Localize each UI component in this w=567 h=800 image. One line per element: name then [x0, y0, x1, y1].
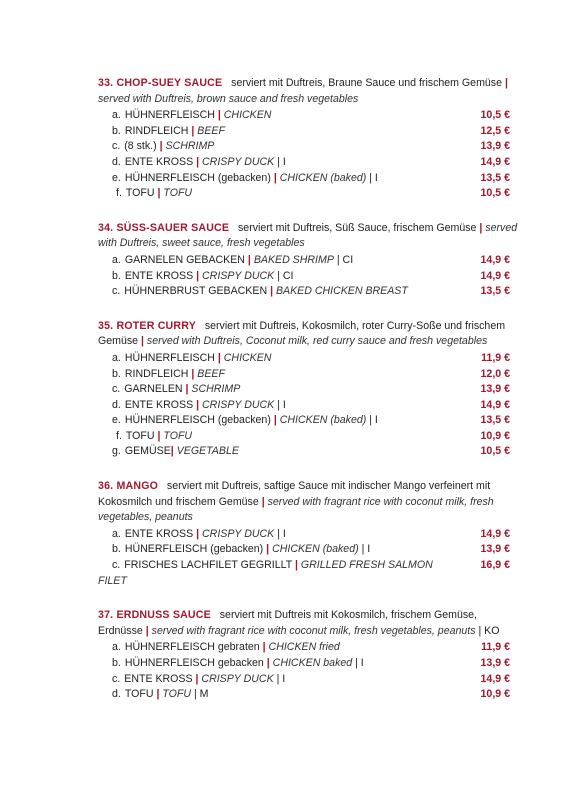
- menu-item: [98, 367, 518, 383]
- item-marker: e.: [112, 171, 121, 184]
- menu-item: [98, 269, 518, 285]
- menu-item: [98, 139, 518, 155]
- separator: |: [195, 672, 199, 685]
- item-name-de: ENTE KROSS: [124, 527, 194, 540]
- separator: |: [504, 77, 508, 89]
- allergen-code: | I: [277, 527, 286, 540]
- item-marker: a.: [112, 641, 121, 654]
- separator: |: [170, 445, 174, 458]
- separator: |: [266, 657, 270, 669]
- item-price: 14,9 €: [480, 253, 510, 266]
- item-marker: b.: [112, 367, 121, 380]
- item-marker: a.: [112, 253, 121, 266]
- item-name-de: HÜHNERFLEISCH gebacken: [124, 657, 264, 669]
- section-title: 35. ROTER CURRY: [98, 319, 196, 332]
- item-price: 16,9 €: [480, 559, 510, 572]
- menu-section-35: [98, 319, 518, 460]
- item-name-de: ENTE KROSS: [124, 672, 193, 685]
- item-price: 10,9 €: [480, 688, 510, 701]
- section-intro: [98, 319, 518, 350]
- menu-item: [98, 558, 518, 589]
- item-marker: e.: [112, 414, 121, 427]
- separator: |: [261, 495, 265, 508]
- item-name-en: SCHRIMP: [165, 140, 215, 153]
- separator: |: [196, 155, 200, 168]
- item-marker: d.: [112, 398, 121, 411]
- menu-section-34: [98, 221, 518, 300]
- item-price: 10,9 €: [480, 429, 510, 442]
- separator: |: [185, 383, 189, 396]
- menu-item: [98, 444, 518, 460]
- allergen-code: | M: [193, 688, 209, 701]
- separator: |: [196, 398, 200, 411]
- separator: |: [270, 285, 274, 298]
- allergen-code: | CI: [277, 269, 294, 282]
- item-marker: f.: [116, 429, 122, 442]
- item-price: 13,5 €: [480, 414, 510, 427]
- menu-item: [98, 527, 518, 543]
- section-intro: [98, 76, 518, 107]
- menu-item: [98, 429, 518, 445]
- menu-item: [98, 398, 518, 414]
- item-name-en: CHICKEN: [223, 351, 272, 364]
- menu-item: [98, 186, 518, 202]
- menu-item: [98, 656, 518, 672]
- item-marker: d.: [112, 688, 121, 701]
- separator: |: [273, 171, 277, 184]
- item-name-de: ENTE KROSS: [124, 269, 194, 282]
- allergen-code: | I: [361, 543, 371, 556]
- section-description-de: serviert mit Duftreis, Braune Sauce und frischem Gemüse: [231, 77, 502, 89]
- menu-item: [98, 108, 518, 124]
- item-list: [98, 108, 518, 202]
- allergen-code: | I: [277, 155, 286, 168]
- section-intro: [98, 221, 518, 252]
- menu-item: [98, 640, 518, 656]
- separator: |: [479, 221, 483, 234]
- item-marker: b.: [112, 657, 121, 669]
- section-description-de: serviert mit Duftreis, Kokosmilch, roter Curry-Soße und frischem Gemüse: [98, 319, 506, 348]
- item-name-de: GARNELEN: [124, 383, 183, 396]
- item-name-de: RINDFLEICH: [124, 124, 189, 137]
- section-title: 37. ERDNUSS SAUCE: [98, 609, 211, 622]
- item-name-en: CHICKEN fried: [268, 641, 340, 654]
- menu-item: [98, 413, 518, 429]
- allergen-code: | I: [369, 171, 378, 184]
- separator: |: [141, 335, 144, 348]
- item-name-en: BAKED CHICKEN BREAST: [275, 285, 408, 298]
- section-intro: [98, 608, 518, 639]
- item-name-de: RINDFLEICH: [124, 367, 189, 380]
- item-price: 14,9 €: [480, 527, 510, 540]
- item-price: 12,5 €: [480, 124, 510, 137]
- item-marker: a.: [112, 109, 121, 122]
- separator: |: [157, 187, 161, 200]
- item-marker: b.: [112, 124, 121, 137]
- separator: |: [191, 367, 195, 380]
- section-title: 36. MANGO: [98, 480, 159, 493]
- separator: |: [157, 429, 161, 442]
- separator: |: [156, 688, 160, 701]
- allergen-code: | I: [276, 672, 286, 685]
- item-name-de: GEMÜSE: [124, 445, 171, 458]
- item-name-de: TOFU: [125, 429, 155, 442]
- item-name-de: HÜNERFLEISCH (gebacken): [124, 543, 264, 556]
- item-name-en: VEGETABLE: [176, 445, 239, 458]
- menu-item: [98, 542, 518, 558]
- menu-section-37: [98, 608, 518, 703]
- item-marker: c.: [112, 383, 121, 396]
- item-name-en: CHICKEN (baked): [272, 543, 359, 556]
- item-name-en: SCHRIMP: [191, 383, 241, 396]
- separator: |: [217, 109, 221, 122]
- item-price: 13,9 €: [480, 140, 510, 153]
- menu-item: [98, 171, 518, 187]
- item-name-de: ENTE KROSS: [124, 155, 194, 168]
- item-name-en: TOFU: [162, 688, 192, 701]
- menu-item: [98, 672, 518, 688]
- item-price: 13,9 €: [480, 543, 510, 556]
- item-name-de: HÜHNERFLEISCH: [124, 109, 215, 122]
- item-name-en: BEEF: [197, 367, 225, 380]
- item-price: 10,5 €: [480, 445, 510, 458]
- item-marker: b.: [112, 269, 121, 282]
- item-name-en: CRISPY DUCK: [201, 672, 274, 685]
- allergen-code: | I: [355, 657, 364, 669]
- separator: |: [196, 269, 200, 282]
- item-name-de: TOFU: [124, 688, 154, 701]
- item-name-en: BAKED SHRIMP: [253, 253, 334, 266]
- section-description-de: serviert mit Duftreis mit Kokosmilch, frischem Gemüse, Erdnüsse: [98, 609, 477, 637]
- section-intro: [98, 479, 518, 526]
- item-marker: d.: [112, 155, 121, 168]
- item-list: [98, 351, 518, 460]
- separator: |: [247, 253, 251, 266]
- item-price: 10,5 €: [480, 187, 510, 200]
- separator: |: [145, 624, 149, 637]
- separator: |: [159, 140, 163, 153]
- item-name-de: HÜHNERFLEISCH (gebacken): [124, 171, 271, 184]
- item-name-en: TOFU: [163, 429, 193, 442]
- item-list: [98, 253, 518, 300]
- menu-item: [98, 687, 518, 703]
- section-title: 33. CHOP-SUEY SAUCE: [98, 77, 223, 89]
- item-name-en: BEEF: [197, 124, 225, 137]
- separator: |: [262, 641, 266, 654]
- item-name-de: TOFU: [125, 187, 155, 200]
- section-description-en: served with Duftreis, Coconut milk, red curry sauce and fresh vegetables: [146, 335, 488, 348]
- item-marker: g.: [112, 445, 121, 458]
- item-name-en: CHICKEN (baked): [279, 171, 367, 184]
- allergen-code: | I: [369, 414, 378, 427]
- item-name-de: FRISCHES LACHFILET GEGRILLT: [124, 559, 293, 572]
- separator: |: [196, 527, 200, 540]
- item-marker: a.: [112, 351, 121, 364]
- section-description-de: serviert mit Duftreis, saftige Sauce mit indischer Mango verfeinert mit Kokosmilch und frischem Gemüse: [98, 480, 491, 508]
- item-marker: c.: [112, 559, 121, 572]
- menu-item: [98, 155, 518, 171]
- item-name-de: ENTE KROSS: [124, 398, 194, 411]
- item-name-en: TOFU: [163, 187, 193, 200]
- menu-item: [98, 124, 518, 140]
- item-price: 11,9 €: [481, 351, 510, 364]
- item-marker: c.: [112, 285, 121, 298]
- item-name-en: CHICKEN (baked): [279, 414, 367, 427]
- item-name-en: CRISPY DUCK: [202, 527, 275, 540]
- separator: |: [191, 124, 195, 137]
- item-name-en: CRISPY DUCK: [202, 269, 275, 282]
- section-description-en: served with fragrant rice with coconut milk, fresh vegetables, peanuts: [98, 495, 494, 524]
- item-marker: f.: [116, 187, 122, 200]
- section-description-de: serviert mit Duftreis, Süß Sauce, frischem Gemüse: [238, 221, 477, 234]
- item-name-de: GARNELEN GEBACKEN: [124, 253, 245, 266]
- menu-item: [98, 284, 518, 300]
- item-name-de: (8 stk.): [124, 140, 157, 153]
- item-marker: a.: [112, 527, 121, 540]
- item-price: 13,5 €: [480, 171, 510, 184]
- separator: |: [217, 351, 221, 364]
- item-marker: b.: [112, 543, 121, 556]
- allergen-code: | CI: [336, 253, 354, 266]
- item-price: 13,9 €: [480, 383, 510, 396]
- section-description-en: served with fragrant rice with coconut milk, fresh vegetables, peanuts: [151, 624, 476, 637]
- menu-section-36: [98, 479, 518, 589]
- item-price: 14,9 €: [480, 269, 510, 282]
- item-list: [98, 527, 518, 589]
- item-name-de: HÜHNERFLEISCH: [124, 351, 215, 364]
- item-name-en: CRISPY DUCK: [202, 398, 275, 411]
- section-description-en: served with Duftreis, sweet sauce, fresh vegetables: [98, 221, 518, 250]
- allergen-code: | KO: [478, 624, 500, 637]
- item-name-en: GRILLED FRESH SALMON FILET: [98, 559, 433, 587]
- item-price: 13,9 €: [480, 657, 510, 669]
- menu-page: [98, 76, 518, 722]
- item-name-de: HÜHNERFLEISCH gebraten: [124, 641, 260, 654]
- item-name-en: CRISPY DUCK: [202, 155, 275, 168]
- separator: |: [273, 414, 277, 427]
- item-name-de: HÜHNERBRUST GEBACKEN: [124, 285, 268, 298]
- allergen-code: | I: [277, 398, 286, 411]
- item-list: [98, 640, 518, 702]
- item-price: 12,0 €: [480, 367, 510, 380]
- section-description-en: served with Duftreis, brown sauce and fresh vegetables: [98, 92, 359, 105]
- item-price: 14,9 €: [480, 155, 510, 168]
- item-price: 10,5 €: [480, 109, 510, 122]
- item-name-en: CHICKEN: [223, 109, 272, 122]
- item-name-de: HÜHNERFLEISCH (gebacken): [124, 414, 271, 427]
- item-price: 11,9 €: [481, 641, 510, 654]
- item-name-en: CHICKEN baked: [272, 657, 353, 669]
- item-marker: c.: [112, 672, 121, 685]
- menu-section-33: [98, 76, 518, 202]
- menu-item: [98, 253, 518, 269]
- separator: |: [266, 543, 270, 556]
- item-price: 14,9 €: [480, 672, 510, 685]
- item-price: 13,5 €: [480, 285, 510, 298]
- item-marker: c.: [112, 140, 121, 153]
- item-price: 14,9 €: [480, 398, 510, 411]
- separator: |: [294, 559, 298, 572]
- section-title: 34. SÜSS-SAUER SAUCE: [98, 221, 230, 234]
- menu-item: [98, 351, 518, 367]
- menu-item: [98, 382, 518, 398]
